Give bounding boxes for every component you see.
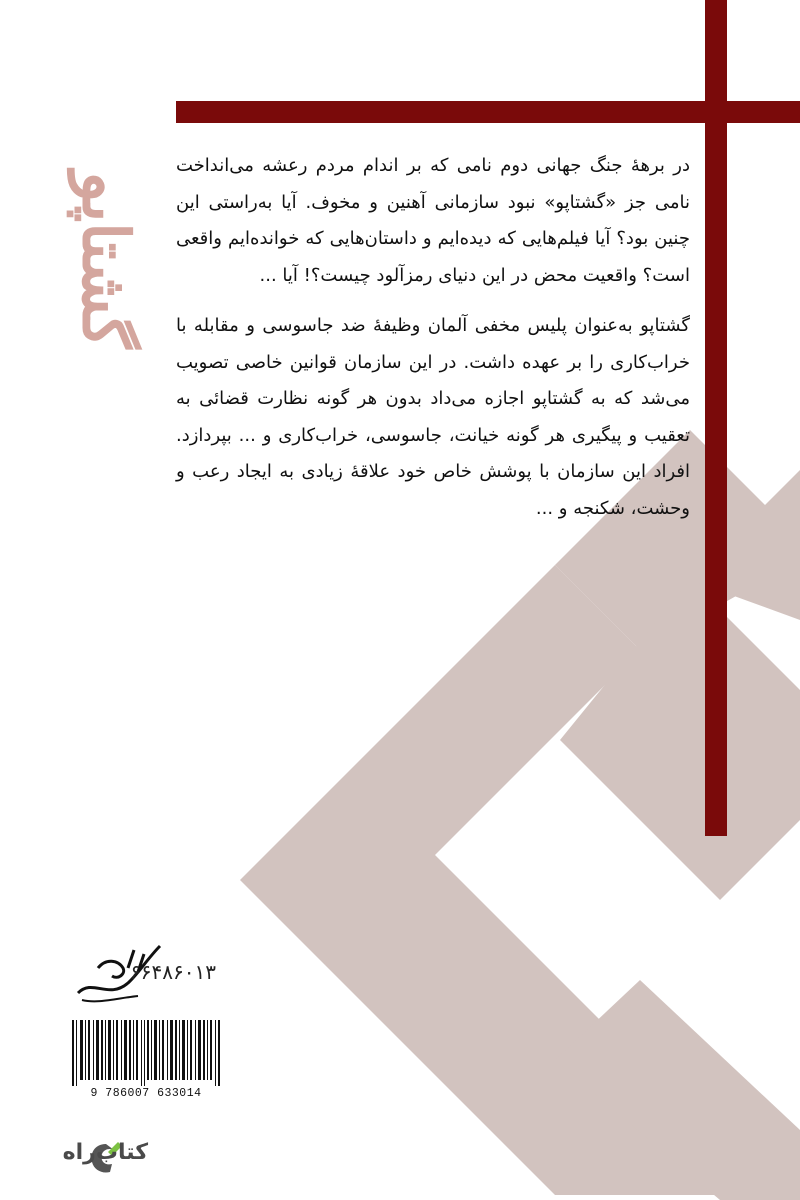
blurb xyxy=(176,148,690,541)
blurb-paragraph-1: در برهۀ جنگ جهانی دوم نامی که بر اندام مردم رعشه می‌انداخت نامی جز «گشتاپو» نبود سازمانی آهنین و مخوف. آیا به‌راستی این چنین بود؟ آیا فیلم‌هایی که دیده‌ایم و داستان‌هایی که خوانده‌ایم واقعی است؟ واقعیت محض در این دنیای رمزآلود چیست؟! آیا ... xyxy=(176,155,690,286)
barcode-bars xyxy=(70,1020,222,1086)
store-logo-label: کتاب‌راه xyxy=(62,1140,148,1165)
book-title xyxy=(50,140,160,380)
book-title-text: گشتاپو xyxy=(68,171,143,349)
isbn-barcode xyxy=(70,1020,222,1100)
isbn-number: 9 786007 633014 xyxy=(90,1087,202,1100)
blurb-paragraph-2: گشتاپو به‌عنوان پلیس مخفی آلمان وظیفۀ ضد جاسوسی و مقابله با خراب‌کاری را بر عهده داشت. در این سازمان قوانین خاصی تصویب می‌شد که به گشتاپو اجازه می‌داد بدون هر گونه نظارت قضائی به تعقیب و پیگیری هر گونه خیانت، جاسوسی، خراب‌کاری و ... بپردازد. افراد این سازمان با پوشش خاص خود علاقۀ زیادی به ایجاد رعب و وحشت، شکنجه و ... xyxy=(176,315,690,519)
publisher-phone: ۶۶۴۸۶۰۱۳ xyxy=(130,960,216,984)
store-logo xyxy=(62,1138,148,1178)
